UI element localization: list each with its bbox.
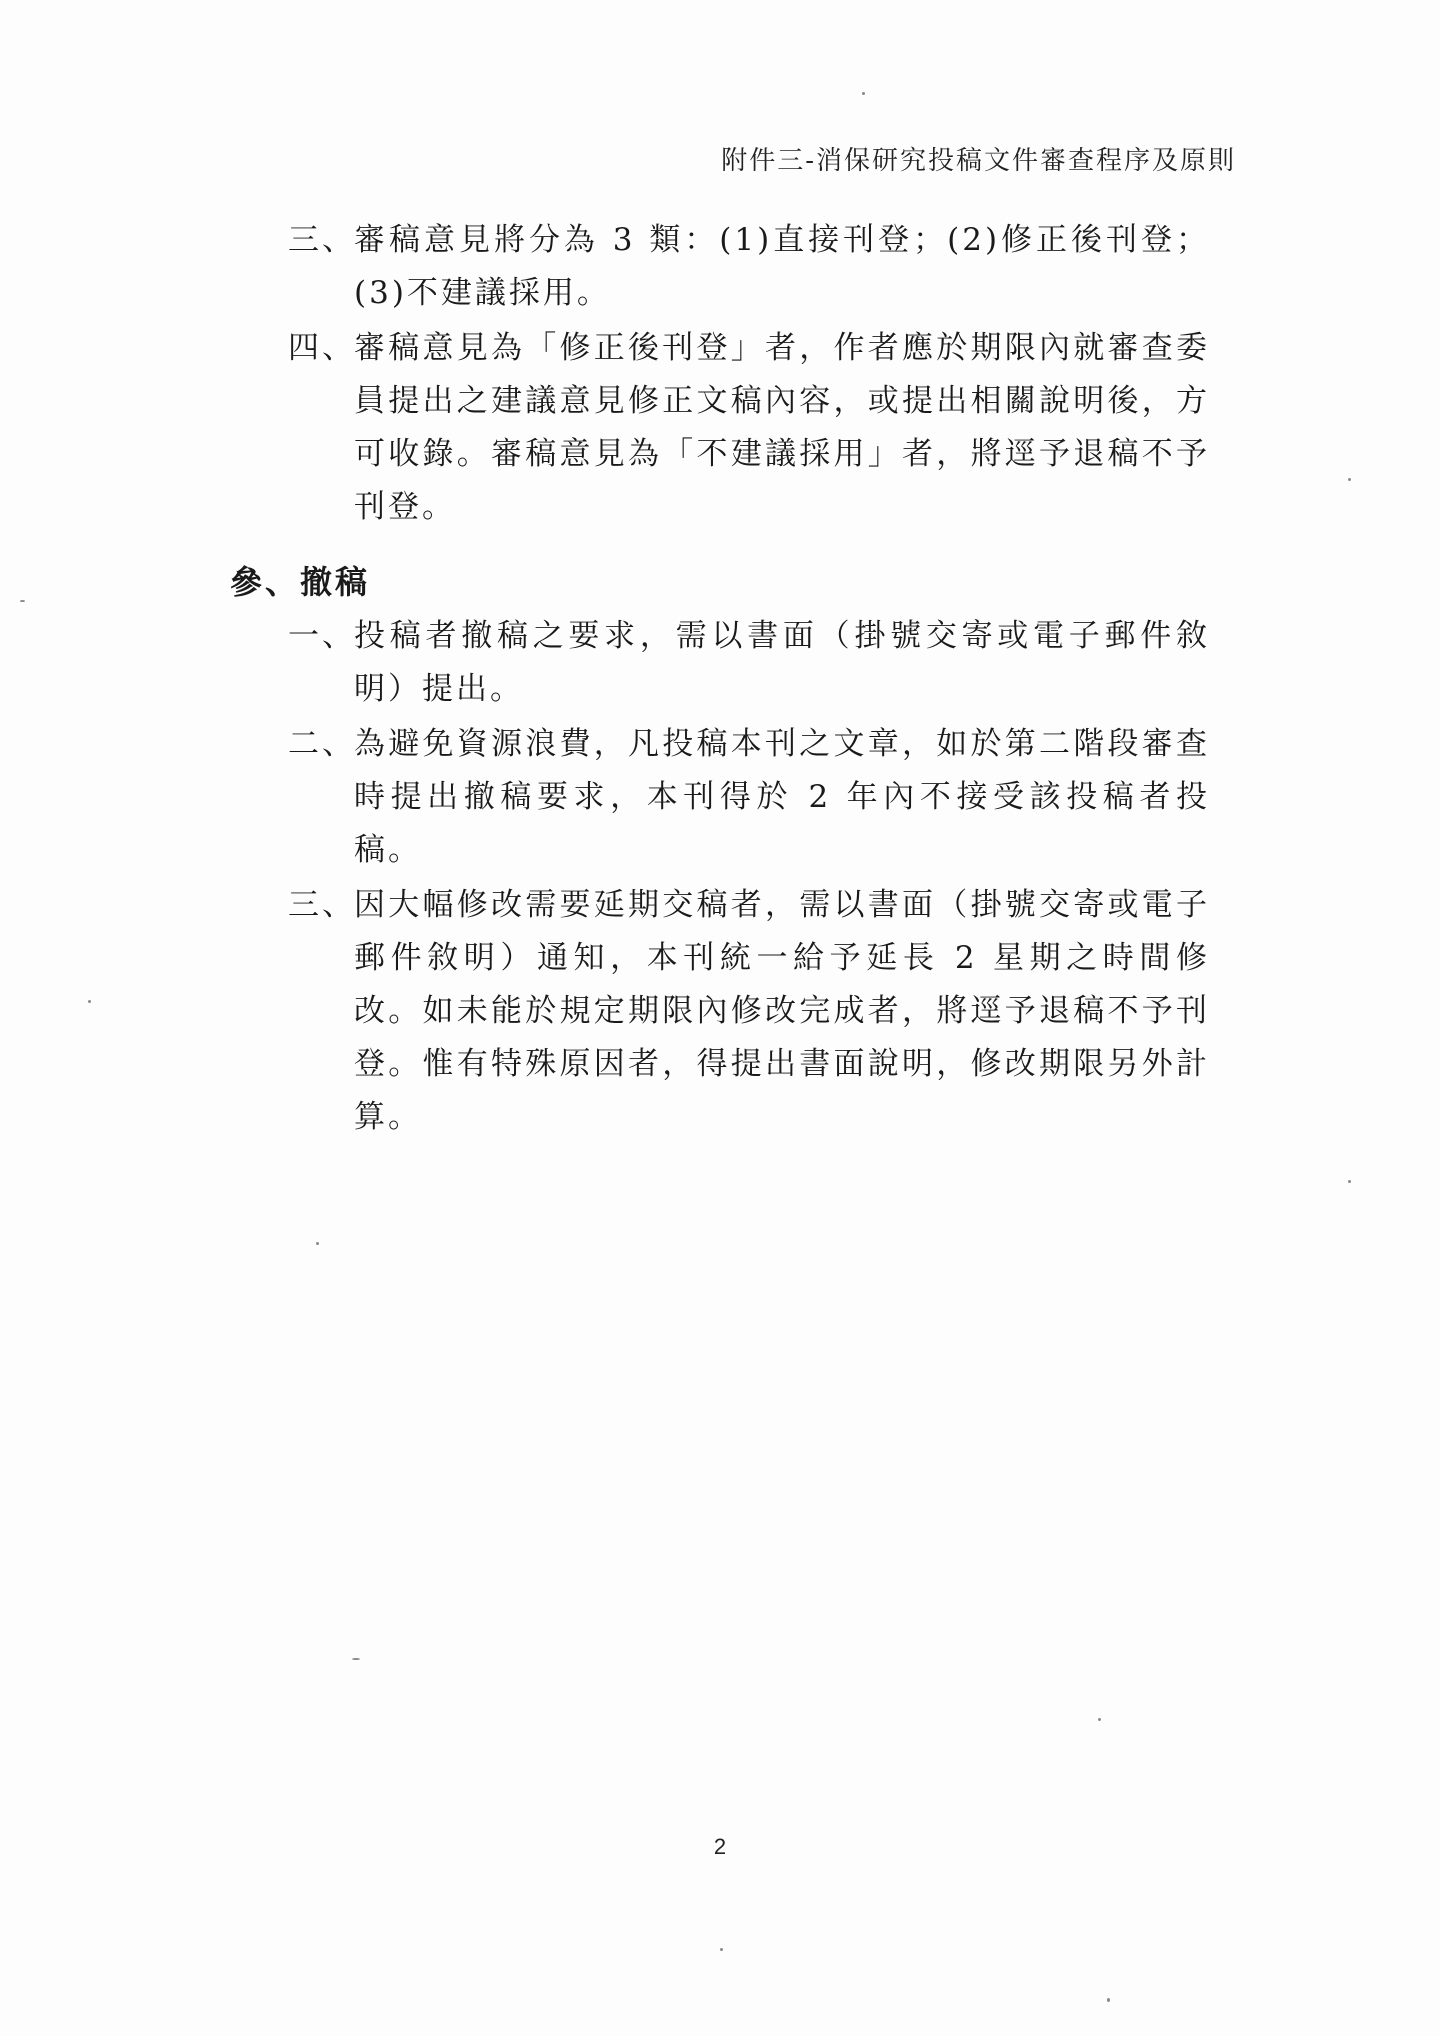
page-number: 2 bbox=[713, 1834, 727, 1859]
item-number: 三、 bbox=[288, 887, 356, 923]
item-text: 投稿者撤稿之要求，需以書面（掛號交寄或電子郵件敘明）提出。 bbox=[354, 618, 1210, 707]
section-heading-withdrawal: 參、撤稿 bbox=[230, 563, 371, 601]
withdrawal-item-3 bbox=[230, 879, 1210, 1144]
item-text: 審稿意見將分為 3 類：(1)直接刊登；(2)修正後刊登；(3)不建議採用。 bbox=[354, 222, 1210, 311]
scan-speck bbox=[1348, 478, 1351, 481]
scan-speck bbox=[1098, 1718, 1101, 1721]
review-item-3 bbox=[230, 214, 1210, 320]
item-text: 審稿意見為「修正後刊登」者，作者應於期限內就審查委員提出之建議意見修正文稿內容，或提出相關說明後，方可收錄。審稿意見為「不建議採用」者，將逕予退稿不予刊登。 bbox=[354, 330, 1210, 525]
item-text: 為避免資源浪費，凡投稿本刊之文章，如於第二階段審查時提出撤稿要求，本刊得於 2 年內不接受該投稿者投稿。 bbox=[354, 726, 1210, 868]
item-number: 二、 bbox=[288, 726, 356, 762]
scan-speck bbox=[720, 1948, 723, 1951]
scan-speck bbox=[1348, 1180, 1351, 1183]
page-header: 附件三-消保研究投稿文件審查程序及原則 bbox=[721, 146, 1236, 176]
scan-speck bbox=[862, 92, 865, 95]
withdrawal-item-1 bbox=[230, 610, 1210, 716]
item-number: 四、 bbox=[288, 330, 356, 366]
scan-speck bbox=[352, 1658, 360, 1660]
scan-speck bbox=[1107, 1998, 1110, 2002]
item-number: 一、 bbox=[288, 618, 356, 654]
scan-speck bbox=[316, 1242, 319, 1245]
scan-speck bbox=[20, 600, 25, 602]
document-body bbox=[230, 214, 1210, 1146]
item-text: 因大幅修改需要延期交稿者，需以書面（掛號交寄或電子郵件敘明）通知，本刊統一給予延長 2 星期之時間修改。如未能於規定期限內修改完成者，將逕予退稿不予刊登。惟有特殊原因者，得提出書面說明，修改期限另外計算。 bbox=[354, 887, 1210, 1135]
item-number: 三、 bbox=[288, 222, 356, 258]
withdrawal-item-2 bbox=[230, 718, 1210, 877]
review-item-4 bbox=[230, 322, 1210, 534]
scan-speck bbox=[88, 1000, 91, 1003]
